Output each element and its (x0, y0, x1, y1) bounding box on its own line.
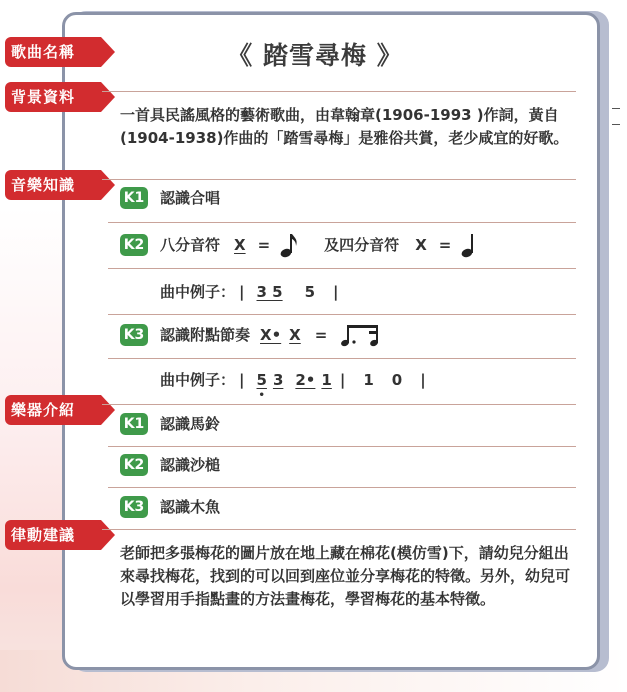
instrument-item-k1 (120, 411, 220, 437)
section-divider (102, 179, 576, 180)
bar-line: | (333, 283, 339, 301)
note: 5 • (256, 371, 267, 401)
k3-example (160, 367, 426, 401)
item-label: 認識馬鈴 (160, 415, 221, 433)
notes: 5 (304, 283, 316, 301)
item-label: 認識沙槌 (160, 456, 221, 474)
k2-example (160, 279, 339, 305)
bar-line: | (239, 371, 245, 389)
knowledge-item-k1 (120, 185, 220, 211)
movement-text: 老師把多張梅花的圖片放在地上藏在棉花(模仿雪)下，請幼兒分組出來尋找梅花，找到的可以回到座位並分享梅花的特徵。另外，幼兒可以學習用手指點畫的方法畫梅花，學習梅花的基本特徵。 (120, 544, 571, 608)
row-divider (108, 487, 576, 488)
badge: K3 (120, 324, 148, 346)
row-divider (108, 268, 576, 269)
note: 3 (272, 371, 284, 389)
tag-song-name (5, 37, 101, 67)
tag-background (5, 82, 101, 112)
badge: K3 (120, 496, 148, 518)
example-label: 曲中例子： (160, 283, 236, 301)
section-divider (102, 91, 576, 92)
item-label: 認識合唱 (160, 189, 221, 207)
tag-label: 律動建議 (11, 526, 76, 544)
note: 0 (391, 371, 403, 389)
bar-line: | (420, 371, 426, 389)
badge: K2 (120, 454, 148, 476)
rhythm-symbol: X (234, 236, 246, 254)
knowledge-item-k2 (120, 232, 475, 258)
badge: K1 (120, 187, 148, 209)
tag-label: 樂器介紹 (11, 401, 76, 419)
note: 1 (363, 371, 374, 389)
item-label: 認識木魚 (160, 498, 221, 516)
example-label: 曲中例子： (160, 371, 236, 389)
bar-line: | (239, 283, 245, 301)
tag-music-knowledge (5, 170, 101, 200)
rhythm-symbol: X (415, 236, 427, 254)
eighth-note-icon (280, 232, 298, 258)
row-divider (108, 314, 576, 315)
note: 2• (295, 371, 316, 389)
tag-label: 歌曲名稱 (11, 43, 76, 61)
item-label: 八分音符 (160, 236, 221, 254)
equals-sign: = (257, 236, 271, 254)
edge-rule (612, 108, 620, 109)
tag-instruments (5, 395, 101, 425)
rhythm-symbol: X• (260, 326, 282, 344)
tag-label: 音樂知識 (11, 176, 76, 194)
section-divider (102, 529, 576, 530)
tag-movement (5, 520, 101, 550)
dotted-rhythm-note-icon (341, 322, 381, 348)
instrument-item-k3 (120, 494, 220, 520)
rhythm-symbol: X (289, 326, 301, 344)
edge-rule (612, 124, 620, 125)
row-divider (108, 222, 576, 223)
item-label: 及四分音符 (324, 236, 400, 254)
instrument-item-k2 (120, 452, 220, 478)
section-divider (102, 404, 576, 405)
badge: K1 (120, 413, 148, 435)
background-text: 一首具民謠風格的藝術歌曲，由韋翰章(1906-1993 )作詞，黃自(1904-1938)作曲的「踏雪尋梅」是雅俗共賞，老少咸宜的好歌。 (120, 106, 569, 147)
equals-sign: = (438, 236, 452, 254)
row-divider (108, 358, 576, 359)
note-digit: 5 (256, 371, 267, 389)
song-title: 《 踏雪尋梅 》 (227, 41, 403, 70)
equals-sign: = (314, 326, 328, 344)
bar-line: | (339, 371, 346, 389)
badge: K2 (120, 234, 148, 256)
notes: 3 5 (256, 283, 283, 301)
tag-label: 背景資料 (11, 88, 76, 106)
item-label: 認識附點節奏 (160, 326, 251, 344)
knowledge-item-k3 (120, 322, 381, 348)
note: 1 (321, 371, 332, 389)
row-divider (108, 446, 576, 447)
quarter-note-icon (461, 232, 475, 258)
